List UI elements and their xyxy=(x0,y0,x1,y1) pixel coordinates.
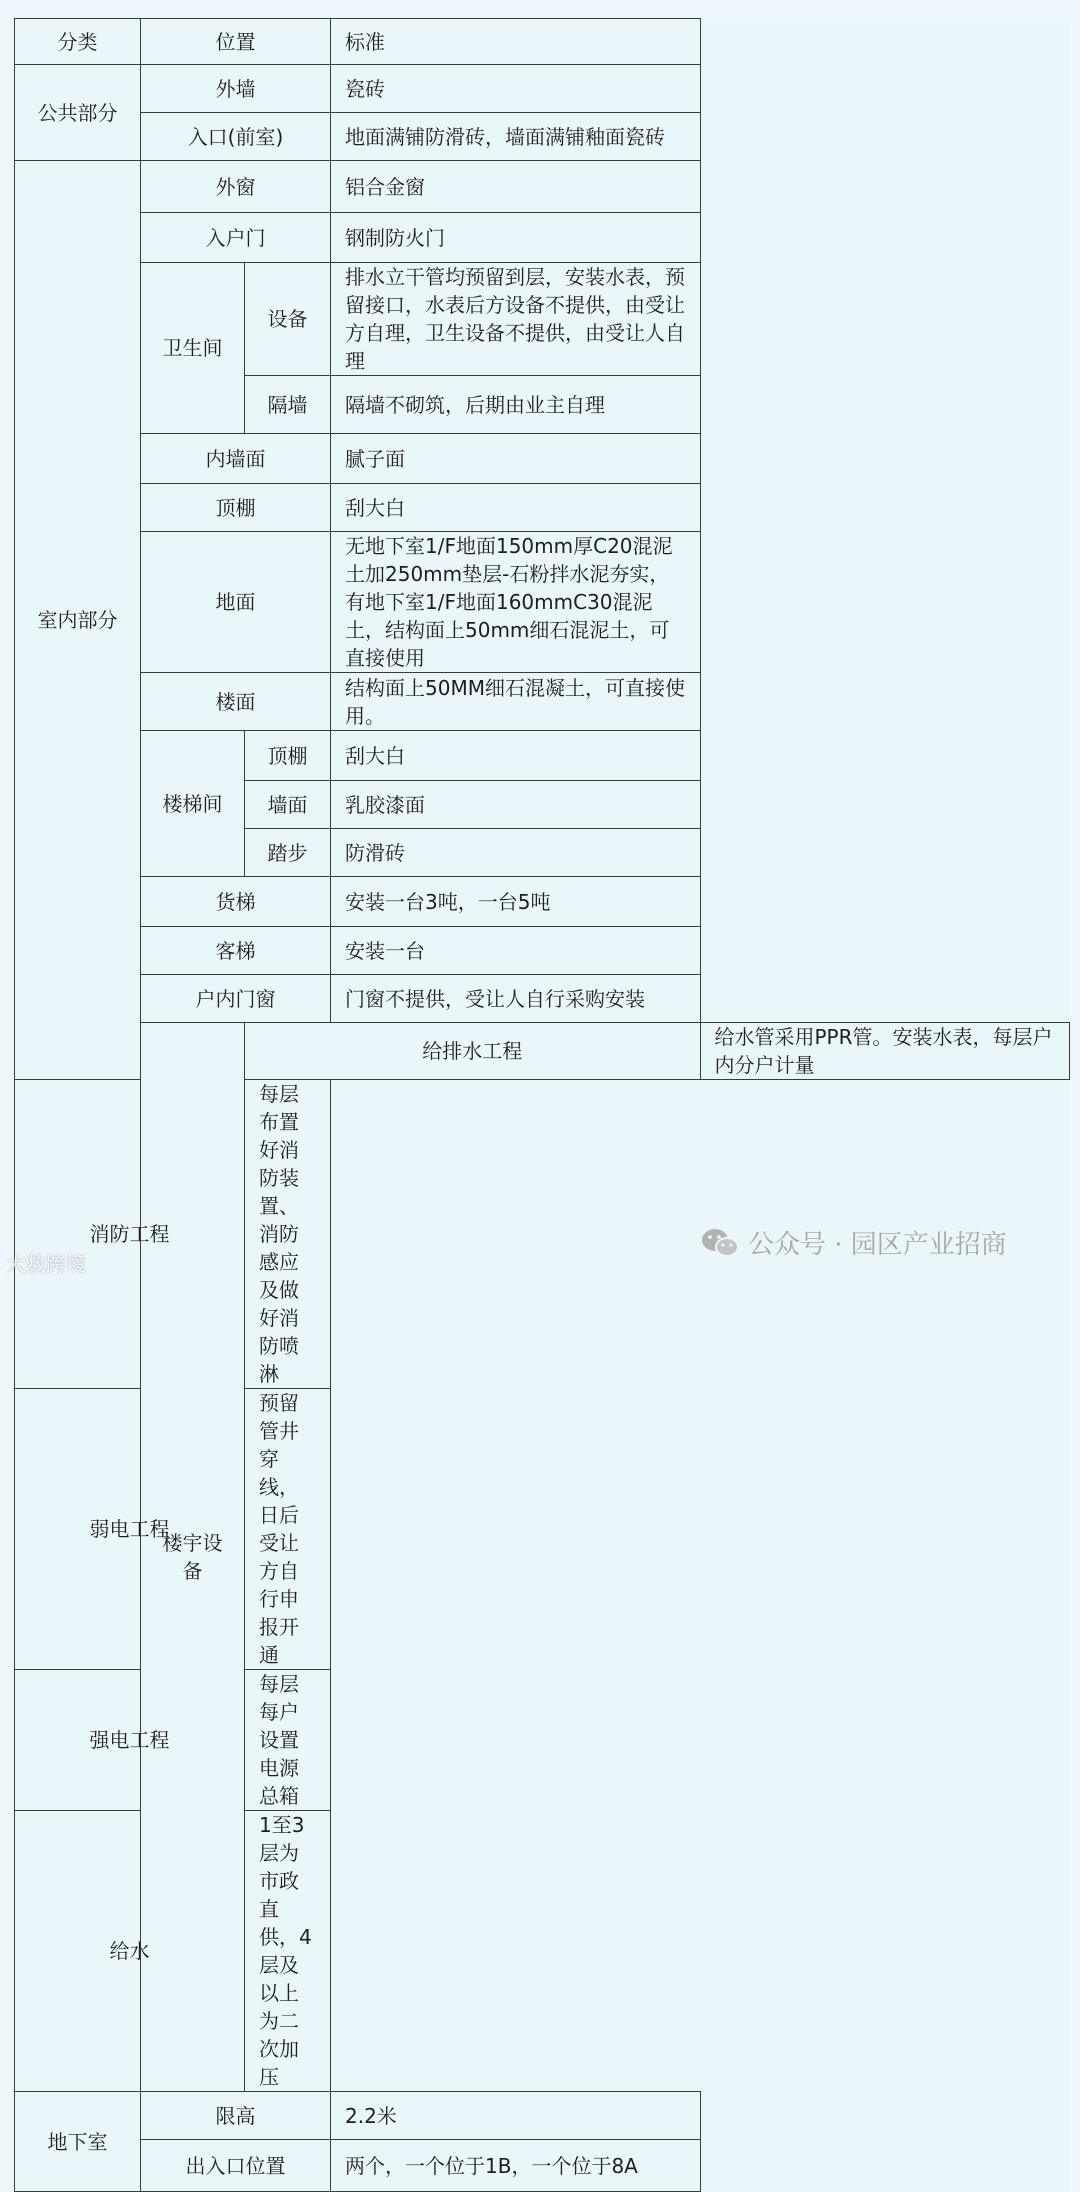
table-row xyxy=(15,2092,1070,2140)
standard-cell: 乳胶漆面 xyxy=(331,781,701,829)
sub-position-cell: 踏步 xyxy=(245,829,331,877)
table-row xyxy=(15,213,1070,263)
position-cell: 内墙面 xyxy=(141,434,331,484)
header-position: 位置 xyxy=(141,19,331,65)
position-cell: 强电工程 xyxy=(15,1670,245,1811)
table-row xyxy=(15,927,1070,975)
standard-cell: 无地下室1/F地面150mm厚C20混泥土加250mm垫层-石粉拌水泥夯实，有地下室1/F地面160mmC30混泥土，结构面上50mm细石混泥土，可直接使用 xyxy=(331,532,701,673)
sub-position-cell: 设备 xyxy=(245,263,331,376)
standard-cell: 钢制防火门 xyxy=(331,213,701,263)
position-cell: 弱电工程 xyxy=(15,1389,245,1670)
position-cell: 楼梯间 xyxy=(141,731,245,877)
position-cell: 地面 xyxy=(141,532,331,673)
position-cell: 消防工程 xyxy=(15,1080,245,1389)
category-building: 楼宇设备 xyxy=(141,1023,245,2092)
table-row xyxy=(15,532,1070,673)
table-row xyxy=(15,731,1070,781)
position-cell: 给水 xyxy=(15,1811,245,2092)
table-row xyxy=(15,673,1070,731)
watermark-right-text: 公众号 · 园区产业招商 xyxy=(748,1230,1007,1260)
watermark-left-text: 大数跨境 xyxy=(6,1252,86,1276)
position-cell: 客梯 xyxy=(141,927,331,975)
header-row xyxy=(15,19,1070,65)
standard-cell: 隔墙不砌筑，后期由业主自理 xyxy=(331,376,701,434)
header-standard: 标准 xyxy=(331,19,701,65)
position-cell: 货梯 xyxy=(141,877,331,927)
standard-cell: 防滑砖 xyxy=(331,829,701,877)
standard-cell: 每层布置好消防装置、消防感应及做好消防喷淋 xyxy=(245,1080,331,1389)
table-row xyxy=(15,877,1070,927)
standard-cell: 瓷砖 xyxy=(331,65,701,113)
standard-cell: 2.2米 xyxy=(331,2092,701,2140)
position-cell: 外墙 xyxy=(141,65,331,113)
table-row xyxy=(15,65,1070,113)
table-row xyxy=(15,2140,1070,2192)
position-cell: 卫生间 xyxy=(141,263,245,434)
sub-position-cell: 顶棚 xyxy=(245,731,331,781)
table-row xyxy=(15,1023,1070,1080)
watermark-right xyxy=(700,1224,1007,1261)
standard-cell: 1至3层为市政直供，4层及以上为二次加压 xyxy=(245,1811,331,2092)
table-row xyxy=(15,434,1070,484)
header-category: 分类 xyxy=(15,19,141,65)
position-cell: 顶棚 xyxy=(141,484,331,532)
table-row xyxy=(15,161,1070,213)
standard-cell: 排水立干管均预留到层，安装水表，预留接口，水表后方设备不提供，由受让方自理，卫生设备不提供，由受让人自理 xyxy=(331,263,701,376)
standard-cell: 铝合金窗 xyxy=(331,161,701,213)
position-cell: 出入口位置 xyxy=(141,2140,331,2192)
category-basement: 地下室 xyxy=(15,2092,141,2192)
sub-position-cell: 隔墙 xyxy=(245,376,331,434)
wechat-icon xyxy=(700,1226,740,1260)
table-row xyxy=(15,1811,1070,2092)
position-cell: 限高 xyxy=(141,2092,331,2140)
table-row xyxy=(15,975,1070,1023)
position-cell: 入口(前室) xyxy=(141,113,331,161)
position-cell: 户内门窗 xyxy=(141,975,331,1023)
table-row xyxy=(15,113,1070,161)
standard-cell: 两个，一个位于1B，一个位于8A xyxy=(331,2140,701,2192)
spec-table xyxy=(14,18,1070,2192)
standard-cell: 门窗不提供，受让人自行采购安装 xyxy=(331,975,701,1023)
sub-position-cell: 墙面 xyxy=(245,781,331,829)
position-cell: 入户门 xyxy=(141,213,331,263)
table-row xyxy=(15,263,1070,376)
standard-cell: 腻子面 xyxy=(331,434,701,484)
standard-cell: 每层每户设置电源总箱 xyxy=(245,1670,331,1811)
standard-cell: 结构面上50MM细石混凝土，可直接使用。 xyxy=(331,673,701,731)
standard-cell: 地面满铺防滑砖，墙面满铺釉面瓷砖 xyxy=(331,113,701,161)
table-row xyxy=(15,1670,1070,1811)
table-row xyxy=(15,484,1070,532)
standard-cell: 给水管采用PPR管。安装水表，每层户内分户计量 xyxy=(700,1023,1070,1080)
position-cell: 外窗 xyxy=(141,161,331,213)
position-cell: 给排水工程 xyxy=(245,1023,701,1080)
standard-cell: 刮大白 xyxy=(331,484,701,532)
category-public: 公共部分 xyxy=(15,65,141,161)
standard-cell: 安装一台3吨，一台5吨 xyxy=(331,877,701,927)
standard-cell: 安装一台 xyxy=(331,927,701,975)
standard-cell: 预留管井穿线，日后受让方自行申报开通 xyxy=(245,1389,331,1670)
watermark-left xyxy=(6,1248,86,1277)
standard-cell: 刮大白 xyxy=(331,731,701,781)
position-cell: 楼面 xyxy=(141,673,331,731)
category-indoor: 室内部分 xyxy=(15,161,141,1080)
